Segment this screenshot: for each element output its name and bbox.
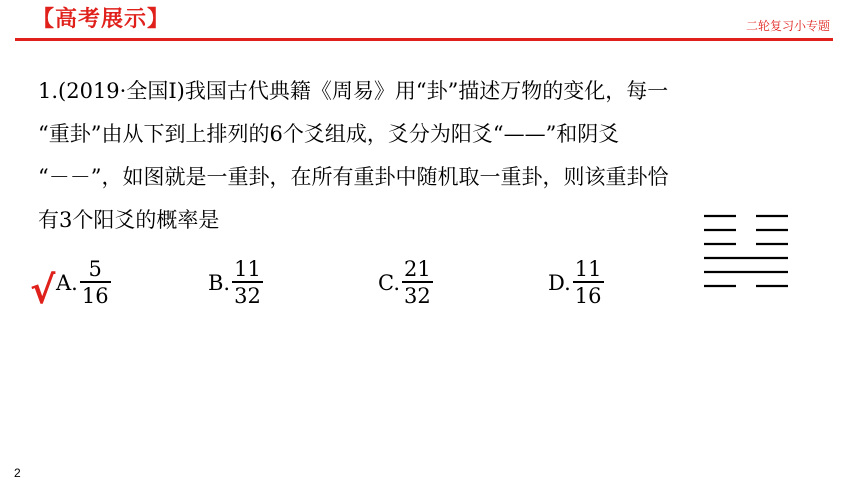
option-a[interactable] — [56, 257, 111, 309]
hexagram-figure — [704, 214, 788, 292]
question-line: 有3个阳爻的概率是 — [38, 208, 220, 232]
question-line: 1.(2019·全国Ⅰ)我国古代典籍《周易》用“卦”描述万物的变化，每一 — [38, 79, 669, 103]
header-divider — [15, 38, 833, 41]
fraction-numerator: 5 — [88, 257, 102, 281]
option-fraction — [232, 257, 263, 309]
option-label: A. — [56, 270, 78, 295]
option-label: C. — [378, 270, 400, 295]
fraction-numerator: 11 — [234, 257, 261, 281]
fraction-denominator: 16 — [574, 283, 602, 308]
option-fraction — [402, 257, 433, 309]
option-c[interactable] — [378, 257, 433, 309]
fraction-denominator: 32 — [404, 283, 431, 308]
option-fraction — [80, 257, 111, 309]
fraction-denominator: 16 — [81, 283, 109, 308]
option-d[interactable] — [548, 257, 604, 309]
header-title: 【高考展示】 — [32, 7, 171, 32]
option-b[interactable] — [208, 257, 263, 309]
option-fraction — [573, 257, 604, 309]
question-line: “－－”，如图就是一重卦，在所有重卦中随机取一重卦，则该重卦恰 — [38, 165, 669, 189]
question-line: “重卦”由从下到上排列的6个爻组成，爻分为阳爻“——”和阴爻 — [38, 122, 620, 146]
page-number: 2 — [14, 466, 21, 480]
header-subtitle: 二轮复习小专题 — [745, 19, 830, 33]
option-label: D. — [548, 270, 571, 295]
fraction-denominator: 32 — [234, 283, 261, 308]
option-label: B. — [208, 270, 231, 295]
fraction-numerator: 11 — [574, 257, 602, 281]
answer-check-icon: √ — [30, 268, 56, 312]
fraction-numerator: 21 — [404, 257, 431, 281]
